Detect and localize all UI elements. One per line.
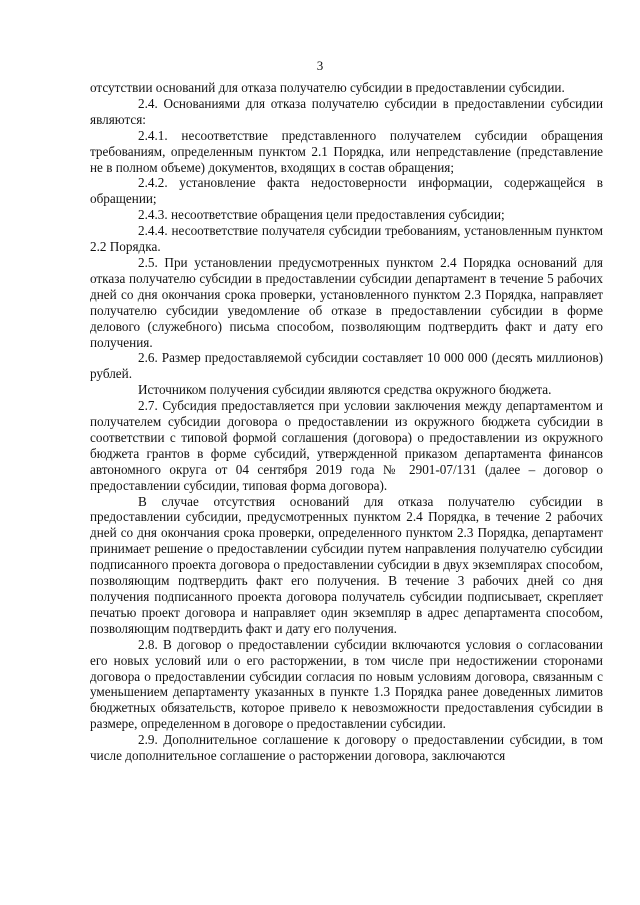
paragraph-2-5: 2.5. При установлении предусмотренных пунктом 2.4 Порядка оснований для отказа получателю субсидии в предоставлении субсидии департамент в течение 5 рабочих дней со дня окончания срока проверки, установленного пунктом 2.3 Порядка, направляет получателю субсидии уведомление об отказе в предоставлении субсидии в форме делового (служебного) письма способом, позволяющим подтвердить факт и дату его получения. (90, 254, 603, 350)
document-body (90, 80, 603, 764)
page-number: 3 (316, 58, 324, 73)
paragraph-2-4-4: 2.4.4. несоответствие получателя субсидии требованиям, установленным пунктом 2.2 Порядка. (90, 223, 603, 255)
paragraph-2-4-1: 2.4.1. несоответствие представленного получателем субсидии обращения требованиям, определенным пунктом 2.1 Порядка, или непредставление (представление не в полном объеме) документов, входящих в состав обращения; (90, 127, 603, 175)
paragraph-2-8: 2.8. В договор о предоставлении субсидии включаются условия о согласовании его новых условий или о его расторжении, в том числе при недостижении сторонами договора о предоставлении субсидии согласия по новым условиям договора, связанным с уменьшением департаменту указанных в пункте 1.3 Порядка ранее доведенных лимитов бюджетных обязательств, которое привело к невозможности предоставления субсидии в размере, определенном в договоре о предоставлении субсидии. (90, 636, 603, 732)
paragraph-2-4: 2.4. Основаниями для отказа получателю субсидии в предоставлении субсидии являются: (90, 95, 603, 127)
paragraph-2-6: 2.6. Размер предоставляемой субсидии составляет 10 000 000 (десять миллионов) рублей. (90, 350, 603, 382)
paragraph-2-7: 2.7. Субсидия предоставляется при условии заключения между департаментом и получателем субсидии договора о предоставлении из окружного бюджета субсидии в соответствии с типовой формой соглашения (договора) о предоставлении из окружного бюджета грантов в форме субсидий, утвержденной приказом департамента финансов автономного округа от 04 сентября 2019 года № 2901-07/131 (далее – договор о предоставлении субсидии, типовая форма договора). (90, 398, 603, 493)
paragraph-2-4-2: 2.4.2. установление факта недостоверности информации, содержащейся в обращении; (90, 175, 603, 207)
paragraph-2-4-3: 2.4.3. несоответствие обращения цели предоставления субсидии; (138, 207, 505, 223)
paragraph-2-7-no-refusal: В случае отсутствия оснований для отказа получателю субсидии в предоставлении субсидии, предусмотренных пунктом 2.4 Порядка, в течение 2 рабочих дней со дня окончания срока проверки, определенного пунктом 2.3 Порядка, департамент принимает решение о предоставлении субсидии путем направления получателю субсидии подписанного проекта договора о предоставлении субсидии в двух экземплярах способом, позволяющим подтвердить факт его получения. В течение 3 рабочих дней со дня получения подписанного проекта договора получатель субсидии подписывает, скрепляет печатью проект договора и направляет один экземпляр в адрес департамента способом, позволяющим подтвердить факт и дату его получения. (90, 493, 603, 636)
paragraph-2-9: 2.9. Дополнительное соглашение к договору о предоставлении субсидии, в том числе дополнительное соглашение о расторжении договора, заключаются (90, 732, 603, 764)
paragraph-funding-source: Источником получения субсидии являются средства окружного бюджета. (138, 382, 552, 398)
paragraph-continuation: отсутствии оснований для отказа получателю субсидии в предоставлении субсидии. (90, 80, 565, 95)
